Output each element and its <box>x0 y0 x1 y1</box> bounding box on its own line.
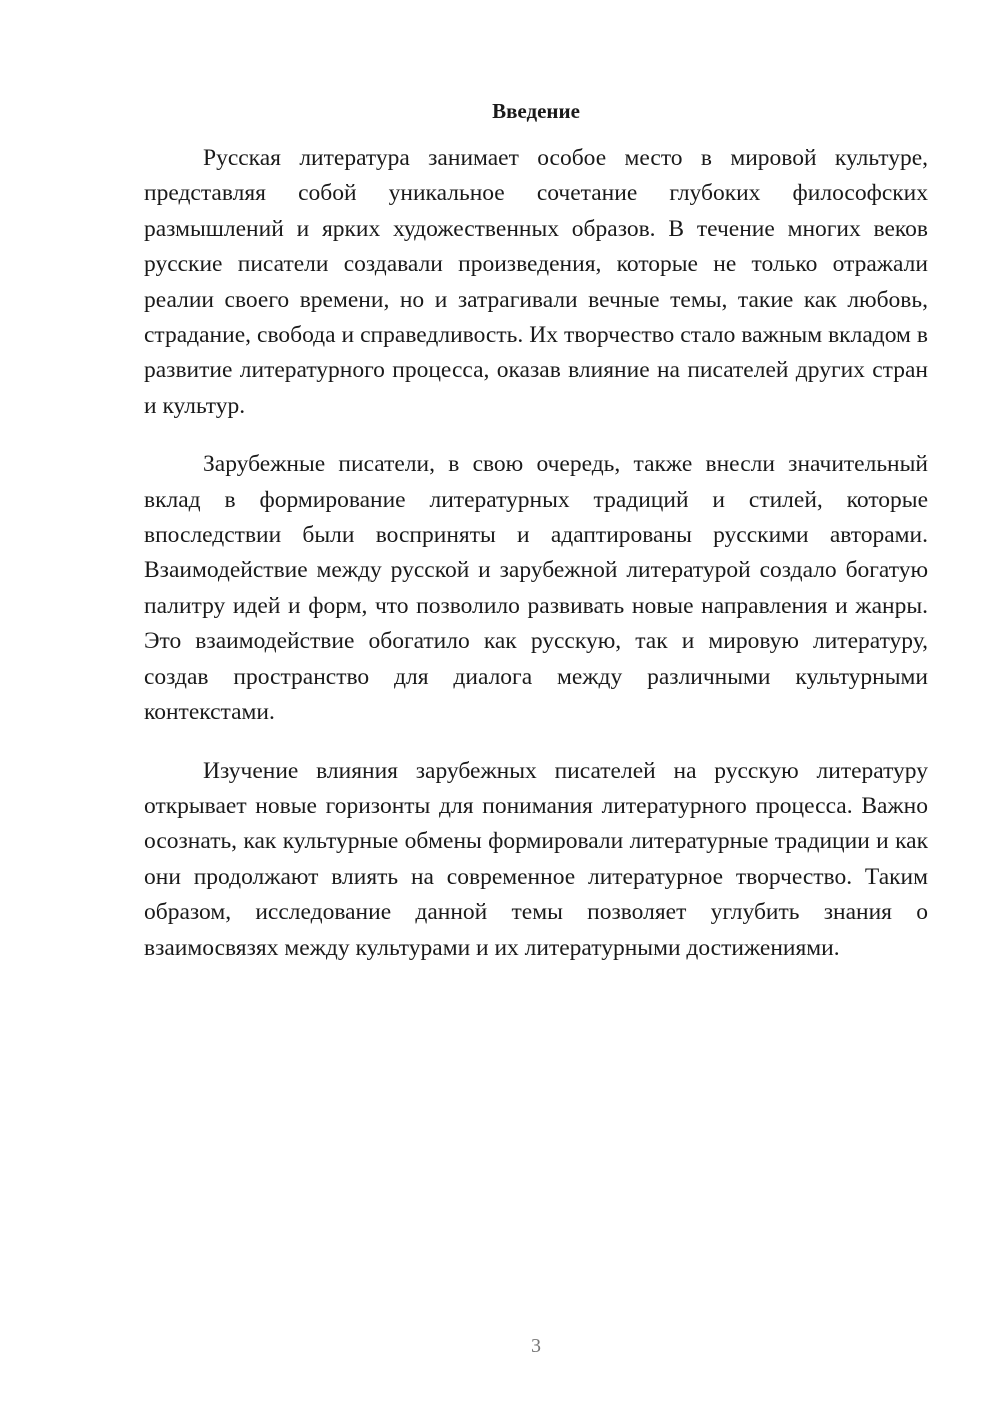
paragraph: Зарубежные писатели, в свою очередь, также внесли значительный вклад в формирование литературных традиций и стилей, которые впоследствии были восприняты и адаптированы русскими авторами. Взаимодействие между русской и зарубежной литературой создало богатую палитру идей и форм, что позволило развивать новые направления и жанры. Это взаимодействие обогатило как русскую, так и мировую литературу, создав пространство для диалога между различными культурными контекстами. <box>144 451 928 726</box>
section-heading: Введение <box>492 99 580 123</box>
paragraph: Русская литература занимает особое место в мировой культуре, представляя собой уникальное сочетание глубоких философских размышлений и ярких художественных образов. В течение многих веков русские писатели создавали произведения, которые не только отражали реалии своего времени, но и затрагивали вечные темы, такие как любовь, страдание, свобода и справедливость. Их творчество стало важным вкладом в развитие литературного процесса, оказав влияние на писателей других стран и культур. <box>144 145 928 419</box>
page-number: 3 <box>531 1335 541 1357</box>
paragraph: Изучение влияния зарубежных писателей на русскую литературу открывает новые горизонты для понимания литературного процесса. Важно осознать, как культурные обмены формировали литературные традиции и как они продолжают влиять на современное литературное творчество. Таким образом, исследование данной темы позволяет углубить знания о взаимосвязях между культурами и их литературными достижениями. <box>144 757 928 961</box>
body-text <box>144 141 928 989</box>
